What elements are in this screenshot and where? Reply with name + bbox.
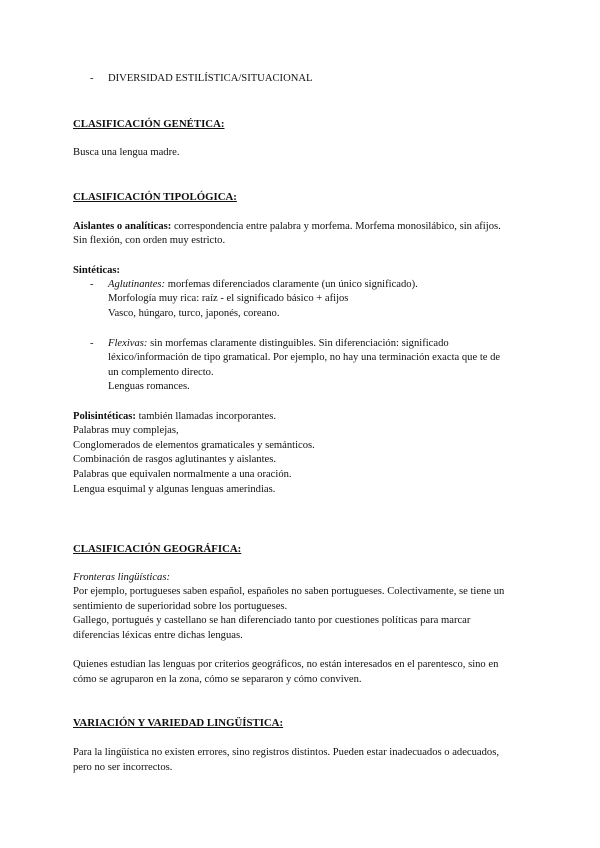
flexivas-line4: Lenguas romances. bbox=[108, 381, 190, 392]
aglutinantes-text: morfemas diferenciados claramente (un único significado). bbox=[165, 279, 418, 290]
flexivas-line1 bbox=[108, 337, 449, 351]
polisinteticas-line1 bbox=[73, 410, 276, 424]
sinteticas-label-text: Sintéticas: bbox=[73, 265, 121, 276]
aislantes-line2: Sin flexión, con orden muy estricto. bbox=[73, 235, 226, 246]
flexivas-line2: léxico/información de tipo gramatical. Por ejemplo, no hay una terminación exacta que te de bbox=[108, 352, 501, 363]
heading-genetica: CLASIFICACIÓN GENÉTICA: bbox=[73, 118, 225, 130]
variacion-line: Para la lingüística no existen errores, sino registros distintos. Pueden estar inadecuados o adecuados, bbox=[73, 747, 499, 758]
genetica-text: Busca una lengua madre. bbox=[73, 147, 180, 158]
heading-variacion: VARIACIÓN Y VARIEDAD LINGÜÍSTICA: bbox=[73, 717, 284, 729]
variacion-line: pero no ser incorrectos. bbox=[73, 762, 173, 773]
aislantes-text: correspondencia entre palabra y morfema. Morfema monosilábico, sin afijos. bbox=[171, 221, 501, 232]
geografica-para2-line: Quienes estudian las lenguas por criterios geográficos, no están interesados en el parentesco, sino en bbox=[73, 659, 499, 670]
aislantes-line1 bbox=[73, 220, 501, 234]
polisinteticas-label: Polisintéticas: bbox=[73, 411, 136, 422]
polisinteticas-line: Combinación de rasgos aglutinantes y aislantes. bbox=[73, 454, 277, 465]
heading-tipologica: CLASIFICACIÓN TIPOLÓGICA: bbox=[73, 191, 237, 203]
fronteras-subheading bbox=[73, 571, 170, 585]
heading-geografica: CLASIFICACIÓN GEOGRÁFICA: bbox=[73, 543, 242, 555]
geografica-para2-line: cómo se agruparon en la zona, cómo se separaron y cómo conviven. bbox=[73, 674, 362, 685]
aglutinantes-line2: Morfología muy rica: raíz - el significado básico + afijos bbox=[108, 293, 349, 304]
fronteras-subheading-text: Fronteras lingüísticas: bbox=[73, 572, 171, 583]
flexivas-label: Flexivas: bbox=[108, 338, 148, 349]
bullet-dash: - bbox=[90, 338, 94, 349]
bullet-dash: - bbox=[90, 279, 94, 290]
geografica-line: Por ejemplo, portugueses saben español, españoles no saben portugueses. Colectivamente, se tiene un bbox=[73, 586, 505, 597]
polisinteticas-text: también llamadas incorporantes. bbox=[135, 411, 276, 422]
polisinteticas-line: Palabras muy complejas, bbox=[73, 425, 179, 436]
flexivas-text: sin morfemas claramente distinguibles. Sin diferenciación: significado bbox=[147, 338, 449, 349]
aislantes-label: Aislantes o analíticas: bbox=[73, 221, 172, 232]
polisinteticas-line: Lengua esquimal y algunas lenguas amerindias. bbox=[73, 484, 276, 495]
geografica-line: sentimiento de superioridad sobre los portugueses. bbox=[73, 601, 288, 612]
polisinteticas-line: Conglomerados de elementos gramaticales y semánticos. bbox=[73, 440, 315, 451]
aglutinantes-label: Aglutinantes: bbox=[108, 279, 166, 290]
geografica-line: diferencias léxicas entre dichas lenguas. bbox=[73, 630, 243, 641]
intro-text: DIVERSIDAD ESTILÍSTICA/SITUACIONAL bbox=[108, 73, 313, 84]
geografica-line: Gallego, portugués y castellano se han diferenciado tanto por cuestiones políticas para marcar bbox=[73, 615, 471, 626]
aglutinantes-line3: Vasco, húngaro, turco, japonés, coreano. bbox=[108, 308, 280, 319]
polisinteticas-line: Palabras que equivalen normalmente a una oración. bbox=[73, 469, 292, 480]
aglutinantes-line1 bbox=[108, 278, 418, 292]
bullet-dash: - bbox=[90, 73, 94, 84]
sinteticas-label bbox=[73, 264, 120, 278]
flexivas-line3: un complemento directo. bbox=[108, 367, 214, 378]
